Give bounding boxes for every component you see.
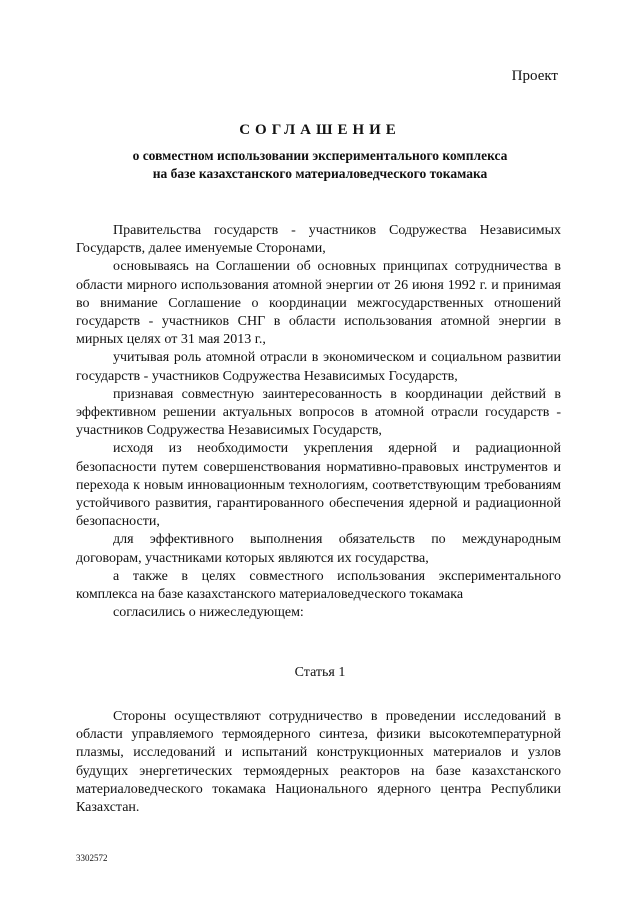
preamble-paragraph: исходя из необходимости укрепления ядерной и радиационной безопасности путем совершенствования нормативно-правовых инструментов и перехода к новым инновационным технологиям, соответствующим требованиям устойчивого развития, гарантированного обеспечения ядерной и радиационной безопасности, <box>76 441 561 530</box>
document-title: СОГЛАШЕНИЕ <box>239 122 401 138</box>
preamble-paragraph: основываясь на Соглашении об основных принципах сотрудничества в области мирного использования атомной энергии от 26 июня 1992 г. и принимая во внимание Соглашение о координации межгосударственных отношений государств - участников СНГ в области использования атомной энергии в мирных целях от 31 мая 2013 г., <box>76 259 561 348</box>
draft-status-label: Проект <box>511 68 558 84</box>
subtitle-line: на базе казахстанского материаловедческого токамака <box>152 166 488 181</box>
preamble-paragraph: согласились о нижеследующем: <box>113 605 304 621</box>
preamble-paragraph: признавая совместную заинтересованность в координации действий в эффективном решении актуальных вопросов в атомной отрасли государств - участников Содружества Независимых Государств, <box>76 386 561 439</box>
subtitle-line: о совместном использовании экспериментального комплекса <box>132 148 508 163</box>
article-heading: Статья 1 <box>294 665 346 680</box>
document-subtitle <box>0 147 640 183</box>
article-paragraph: Стороны осуществляют сотрудничество в проведении исследований в области управляемого термоядерного синтеза, физики высокотемпературной плазмы, исследований и испытаний конструкционных материалов и узлов будущих энергетических термоядерных реакторов на базе казахстанского материаловедческого токамака Национального ядерного центра Республики Казахстан. <box>76 709 561 816</box>
document-number: 3302572 <box>76 853 108 863</box>
article-body <box>76 708 561 817</box>
preamble-paragraph: Правительства государств - участников Содружества Независимых Государств, далее именуемые Сторонами, <box>76 223 561 257</box>
preamble-paragraph: для эффективного выполнения обязательств по международным договорам, участниками которых являются их государства, <box>76 532 561 566</box>
preamble <box>76 222 561 622</box>
preamble-paragraph: учитывая роль атомной отрасли в экономическом и социальном развитии государств - участников Содружества Независимых Государств, <box>76 350 561 384</box>
preamble-paragraph: а также в целях совместного использования экспериментального комплекса на базе казахстанского материаловедческого токамака <box>76 568 561 603</box>
